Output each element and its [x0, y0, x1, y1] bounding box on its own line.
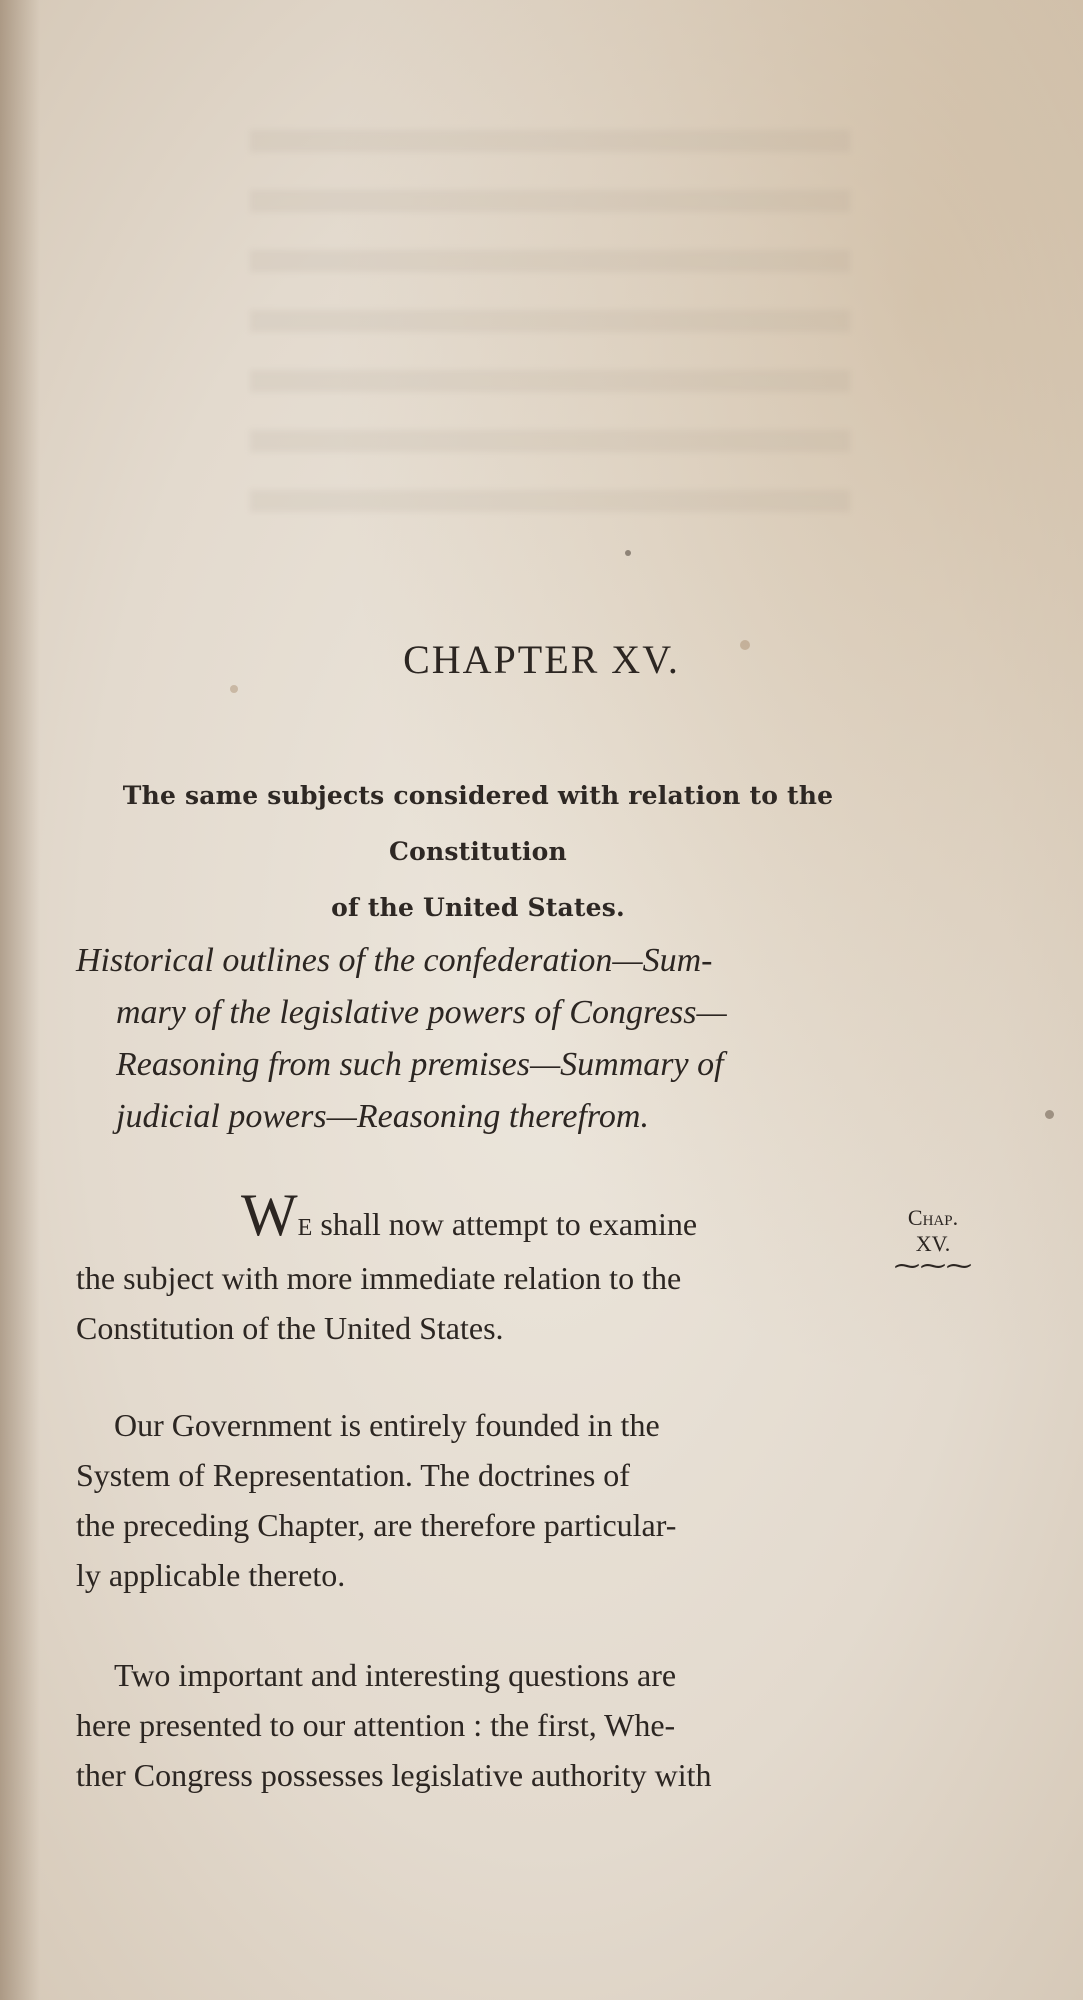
- brace-icon: ⁓⁓⁓: [894, 1251, 972, 1280]
- summary-line: judicial powers—Reasoning therefrom.: [116, 1098, 649, 1135]
- bleed-through-text: [250, 130, 850, 550]
- small-cap: E: [297, 1215, 313, 1241]
- foxing-spot: [1045, 1110, 1054, 1119]
- summary-line: Historical outlines of the confederation—Sum-: [76, 942, 713, 979]
- paragraph-line: the subject with more immediate relation to the: [76, 1260, 682, 1296]
- paragraph-line: System of Representation. The doctrines of: [76, 1457, 630, 1493]
- margin-note-line: XV.: [915, 1231, 951, 1256]
- paragraph-line: shall now attempt to examine: [312, 1206, 698, 1242]
- subtitle-line: of the United States.: [331, 893, 625, 922]
- paragraph-line: ly applicable thereto.: [76, 1557, 346, 1593]
- margin-note: [878, 1205, 988, 1279]
- foxing-spot: [625, 550, 631, 556]
- chapter-title: CHAPTER XV.: [403, 637, 680, 682]
- paragraph-line: Two important and interesting questions are: [114, 1657, 677, 1693]
- paragraph-line: ther Congress possesses legislative authority with: [76, 1757, 712, 1793]
- margin-note-line: Chap.: [907, 1205, 959, 1230]
- foxing-spot: [230, 685, 238, 693]
- chapter-summary: [76, 935, 886, 1143]
- paragraph-line: here presented to our attention : the first, Whe-: [76, 1707, 676, 1743]
- summary-line: mary of the legislative powers of Congress—: [116, 994, 727, 1031]
- summary-line: Reasoning from such premises—Summary of: [116, 1046, 724, 1083]
- paragraph-3: [76, 1650, 876, 1800]
- paragraph-1: [76, 1182, 876, 1353]
- subtitle-line: The same subjects considered with relation to the Constitution: [122, 781, 834, 866]
- paragraph-line: Constitution of the United States.: [76, 1310, 504, 1346]
- chapter-subtitle: [78, 768, 878, 936]
- paragraph-line: Our Government is entirely founded in the: [114, 1407, 660, 1443]
- drop-cap: W: [241, 1182, 298, 1248]
- paragraph-line: the preceding Chapter, are therefore particular-: [76, 1507, 677, 1543]
- paragraph-2: [76, 1400, 876, 1600]
